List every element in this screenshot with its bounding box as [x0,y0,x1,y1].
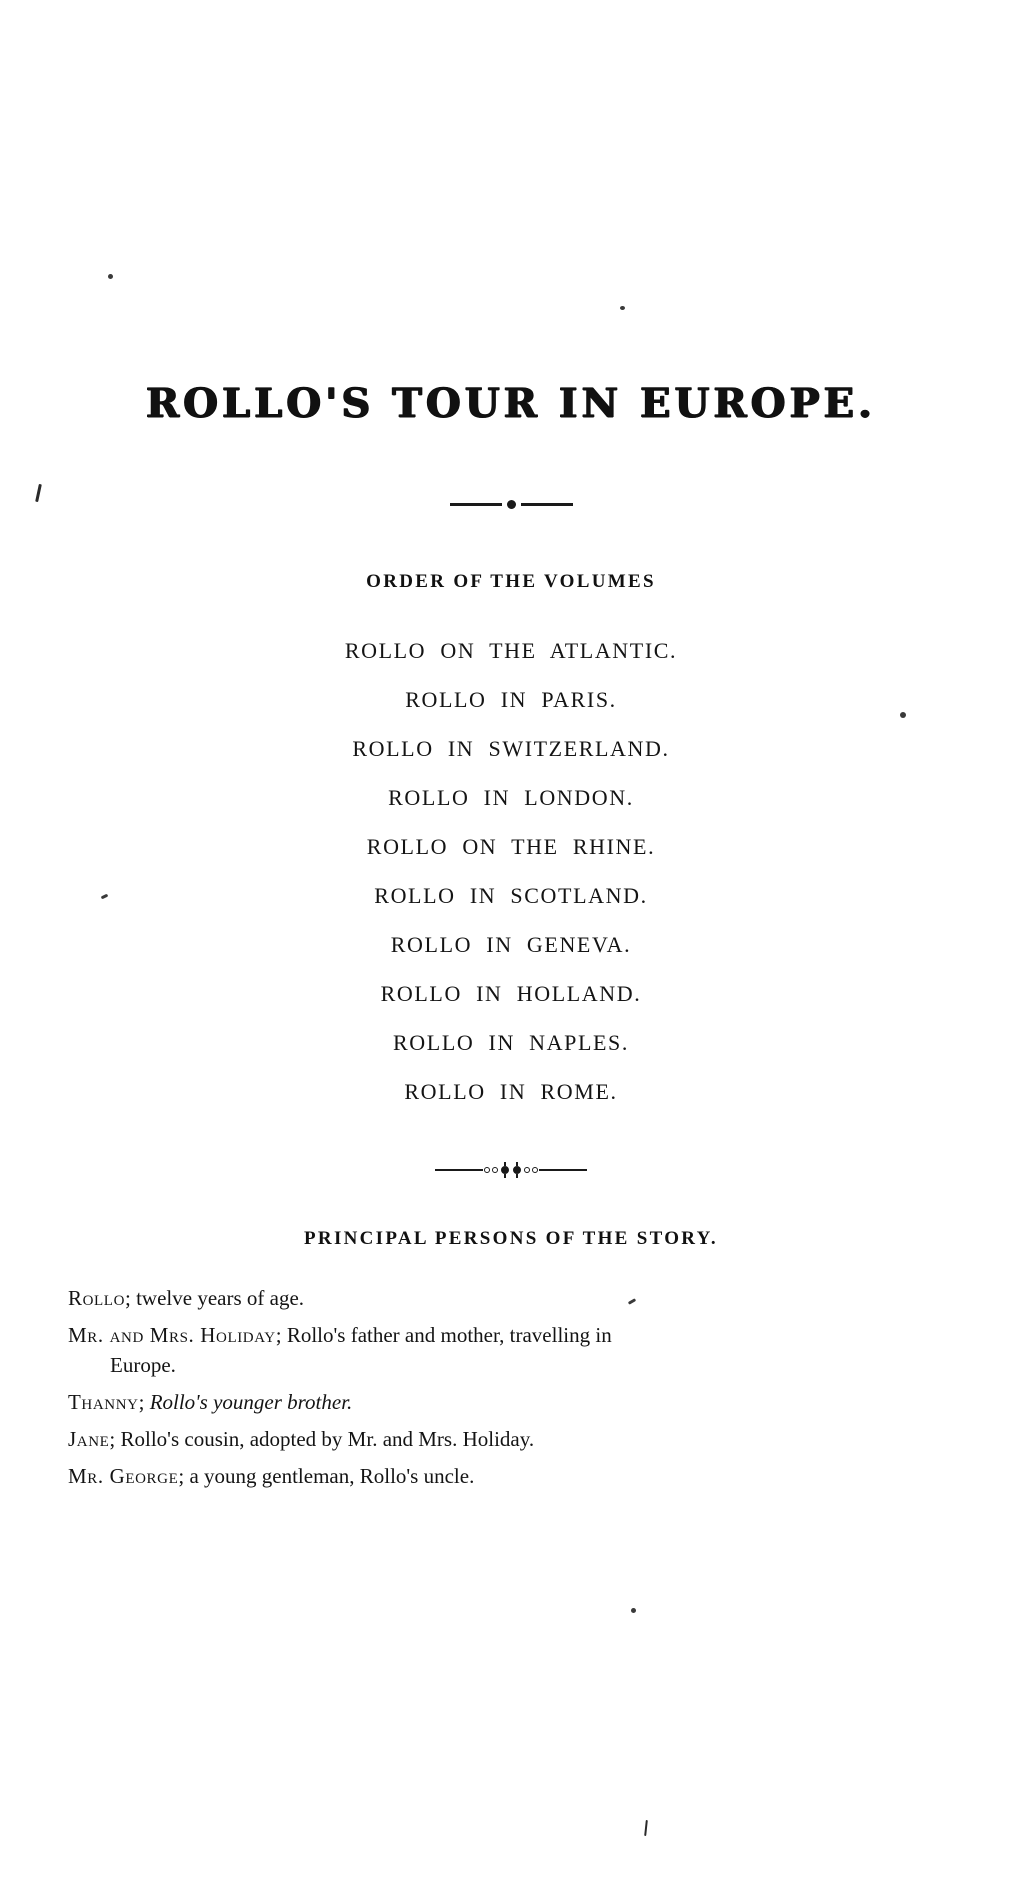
ornament-bar-right [521,503,573,506]
list-item [68,1461,958,1491]
ornament-rule-middle [0,1160,1022,1180]
page-title: ROLLO'S TOUR IN EUROPE. [145,380,877,427]
persons-heading: PRINCIPAL PERSONS OF THE STORY. [304,1228,718,1249]
list-item [68,1387,958,1417]
ornament-stack [512,1162,522,1178]
person-description: twelve years of age. [136,1286,305,1310]
list-item: ROLLO IN PARIS. [405,687,617,712]
ornament-rule-right [539,1169,587,1171]
volumes-heading: ORDER OF THE VOLUMES [366,571,656,592]
list-item: ROLLO ON THE RHINE. [366,834,656,859]
ornament-dot [507,500,516,509]
scan-speck [620,306,625,310]
list-item: ROLLO IN SCOTLAND. [374,883,648,908]
ornament-rule-top [0,500,1022,509]
ornament-bead [492,1167,498,1173]
scan-mark [644,1820,648,1836]
person-name: Mr. George [68,1464,179,1488]
ornament-tick [504,1174,506,1178]
person-description-continuation: Europe. [110,1353,176,1377]
scan-speck [108,274,113,279]
list-item: ROLLO ON THE ATLANTIC. [344,638,678,663]
ornament-bead [484,1167,490,1173]
list-item: ROLLO IN LONDON. [388,785,634,810]
ornament-bead [532,1167,538,1173]
person-description: Rollo's younger brother. [149,1390,353,1414]
list-item: ROLLO IN NAPLES. [393,1030,629,1055]
ornament-stack [500,1162,510,1178]
list-item: ROLLO IN GENEVA. [390,932,632,957]
list-item [68,1283,958,1313]
person-separator: ; [178,1464,190,1488]
person-name: Rollo [68,1286,125,1310]
person-separator: ; [275,1323,287,1347]
ornament-tick [516,1174,518,1178]
volumes-list [0,626,1022,1116]
person-description: a young gentleman, Rollo's uncle. [189,1464,475,1488]
person-separator: ; [109,1427,121,1451]
list-item [68,1320,958,1380]
ornament-bead-filled [501,1166,509,1174]
list-item: ROLLO IN HOLLAND. [380,981,642,1006]
list-item: ROLLO IN ROME. [404,1079,618,1104]
ornament-rule-left [435,1169,483,1171]
persons-list [68,1283,958,1498]
ornament-bead [524,1167,530,1173]
person-separator: ; [125,1286,137,1310]
person-name: Mr. and Mrs. Holiday [68,1323,276,1347]
person-separator: ; [138,1390,150,1414]
person-description: Rollo's cousin, adopted by Mr. and Mrs. Holiday. [120,1427,535,1451]
list-item: ROLLO IN SWITZERLAND. [352,736,670,761]
person-name: Thanny [68,1390,139,1414]
ornament-bead-filled [513,1166,521,1174]
list-item [68,1424,958,1454]
scan-speck [631,1608,636,1613]
person-description: Rollo's father and mother, travelling in [286,1323,612,1347]
ornament-bar-left [450,503,502,506]
person-name: Jane [68,1427,110,1451]
